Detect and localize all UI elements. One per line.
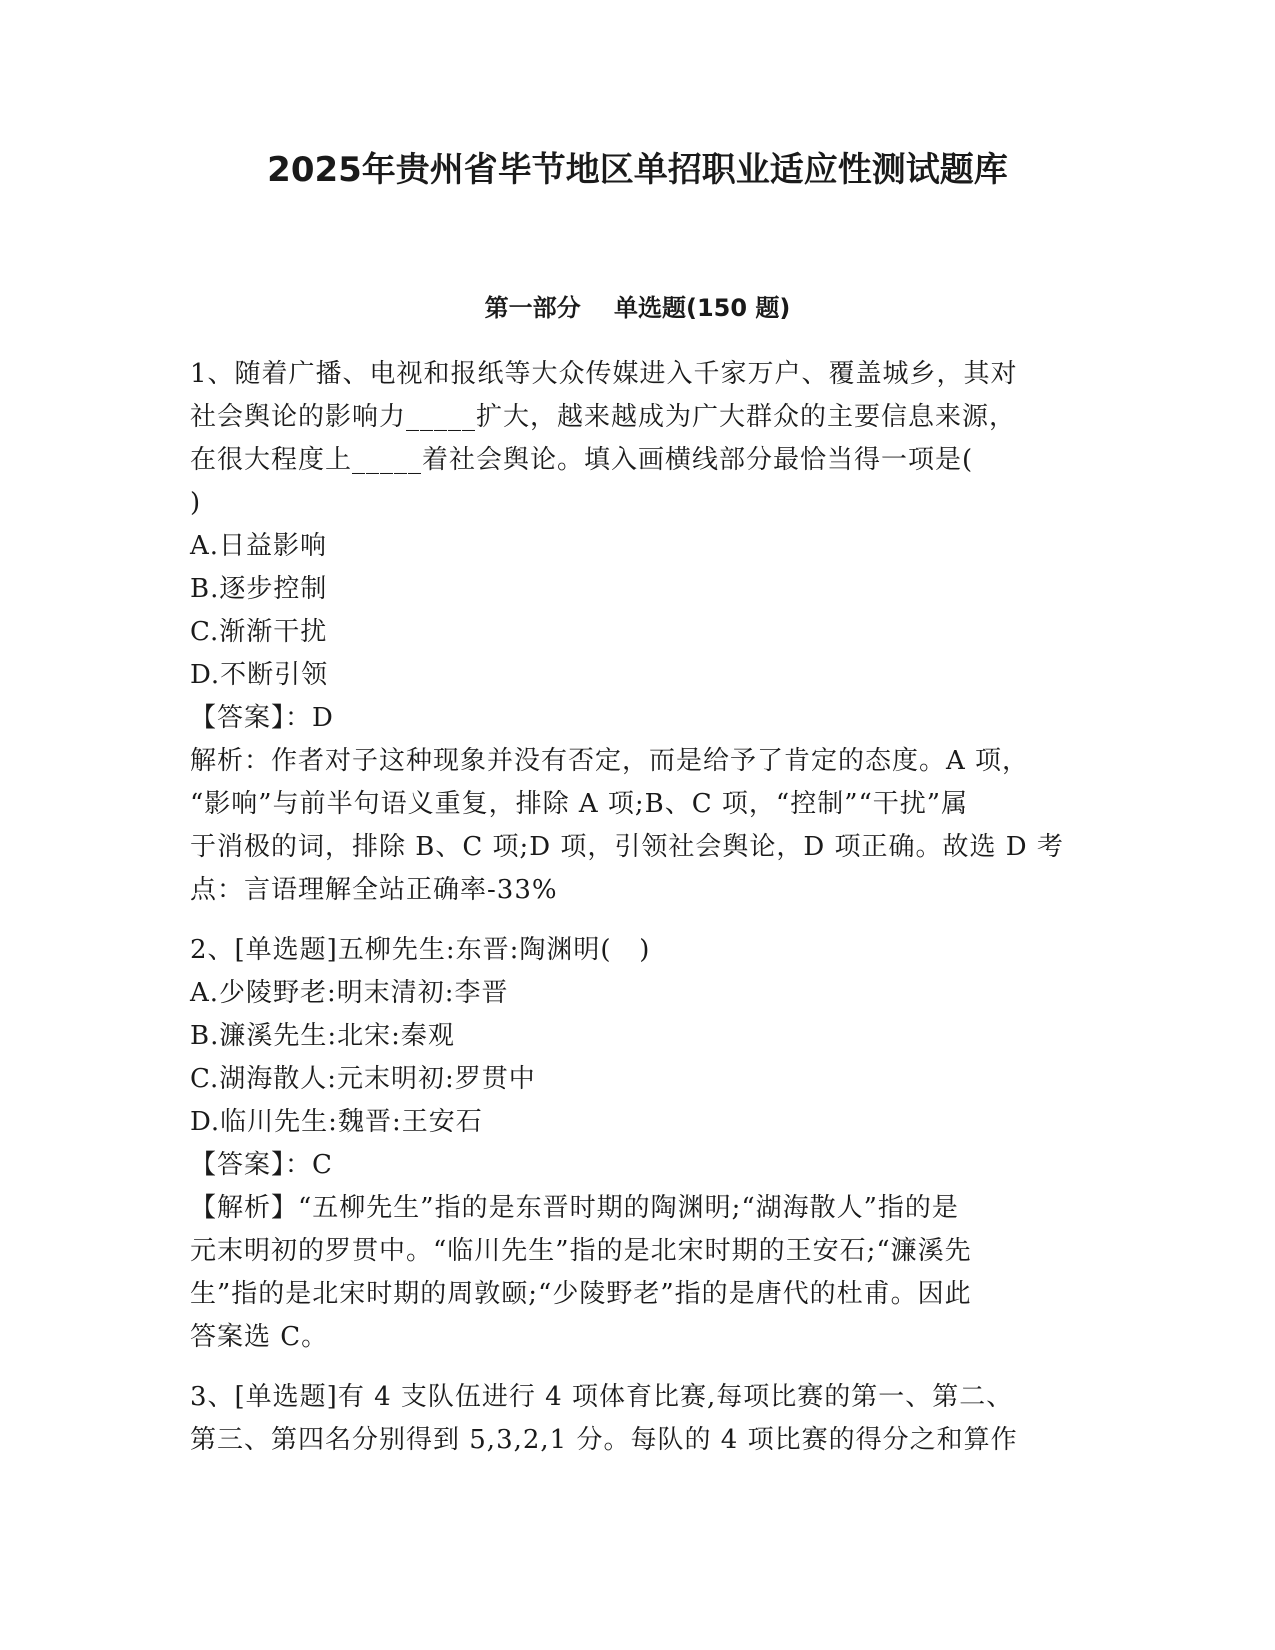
option-c: C.湖海散人:元末明初:罗贯中 xyxy=(190,1064,536,1094)
document-body xyxy=(190,353,1090,1462)
analysis-line: 生”指的是北宋时期的周敦颐;“少陵野老”指的是唐代的杜甫。因此 xyxy=(190,1279,972,1309)
question-spacer xyxy=(190,1359,1090,1376)
option-c: C.渐渐干扰 xyxy=(190,617,328,647)
section-title: 第一部分 单选题(150 题) xyxy=(484,294,791,322)
question-3 xyxy=(190,1376,1090,1462)
question-text-line: 2、[单选题]五柳先生:东晋:陶渊明( ) xyxy=(190,935,651,965)
question-text-line: 在很大程度上_____着社会舆论。填入画横线部分最恰当得一项是( xyxy=(190,445,974,475)
option-b: B.濂溪先生:北宋:秦观 xyxy=(190,1021,455,1051)
question-text-line: 1、随着广播、电视和报纸等大众传媒进入千家万户、覆盖城乡，其对 xyxy=(190,359,1018,389)
question-2 xyxy=(190,929,1090,1359)
option-a: A.日益影响 xyxy=(190,531,328,561)
question-text-line: 第三、第四名分别得到 5,3,2,1 分。每队的 4 项比赛的得分之和算作 xyxy=(190,1425,1018,1455)
analysis-line: 于消极的词，排除 B、C 项;D 项，引领社会舆论，D 项正确。故选 D 考 xyxy=(190,832,1064,862)
question-text-line: 3、[单选题]有 4 支队伍进行 4 项体育比赛,每项比赛的第一、第二、 xyxy=(190,1382,1014,1412)
option-d: D.不断引领 xyxy=(190,660,329,690)
analysis-line: 解析：作者对子这种现象并没有否定，而是给予了肯定的态度。A 项， xyxy=(190,746,1030,776)
option-d: D.临川先生:魏晋:王安石 xyxy=(190,1107,483,1137)
option-a: A.少陵野老:明末清初:李晋 xyxy=(190,978,509,1008)
answer-line: 【答案】：C xyxy=(190,1150,333,1180)
analysis-line: 【解析】“五柳先生”指的是东晋时期的陶渊明;“湖海散人”指的是 xyxy=(190,1193,959,1223)
question-1 xyxy=(190,353,1090,912)
option-b: B.逐步控制 xyxy=(190,574,328,604)
analysis-line: “影响”与前半句语义重复，排除 A 项;B、C 项，“控制”“干扰”属 xyxy=(190,789,969,819)
analysis-line: 答案选 C。 xyxy=(190,1322,329,1352)
question-text-line: 社会舆论的影响力_____扩大，越来越成为广大群众的主要信息来源， xyxy=(190,402,1017,432)
answer-line: 【答案】：D xyxy=(190,703,334,733)
question-spacer xyxy=(190,912,1090,929)
question-text-line: ) xyxy=(190,488,202,518)
analysis-line: 点：言语理解全站正确率-33% xyxy=(190,875,558,905)
analysis-line: 元末明初的罗贯中。“临川先生”指的是北宋时期的王安石;“濂溪先 xyxy=(190,1236,972,1266)
document-title: 2025年贵州省毕节地区单招职业适应性测试题库 xyxy=(267,150,1008,190)
